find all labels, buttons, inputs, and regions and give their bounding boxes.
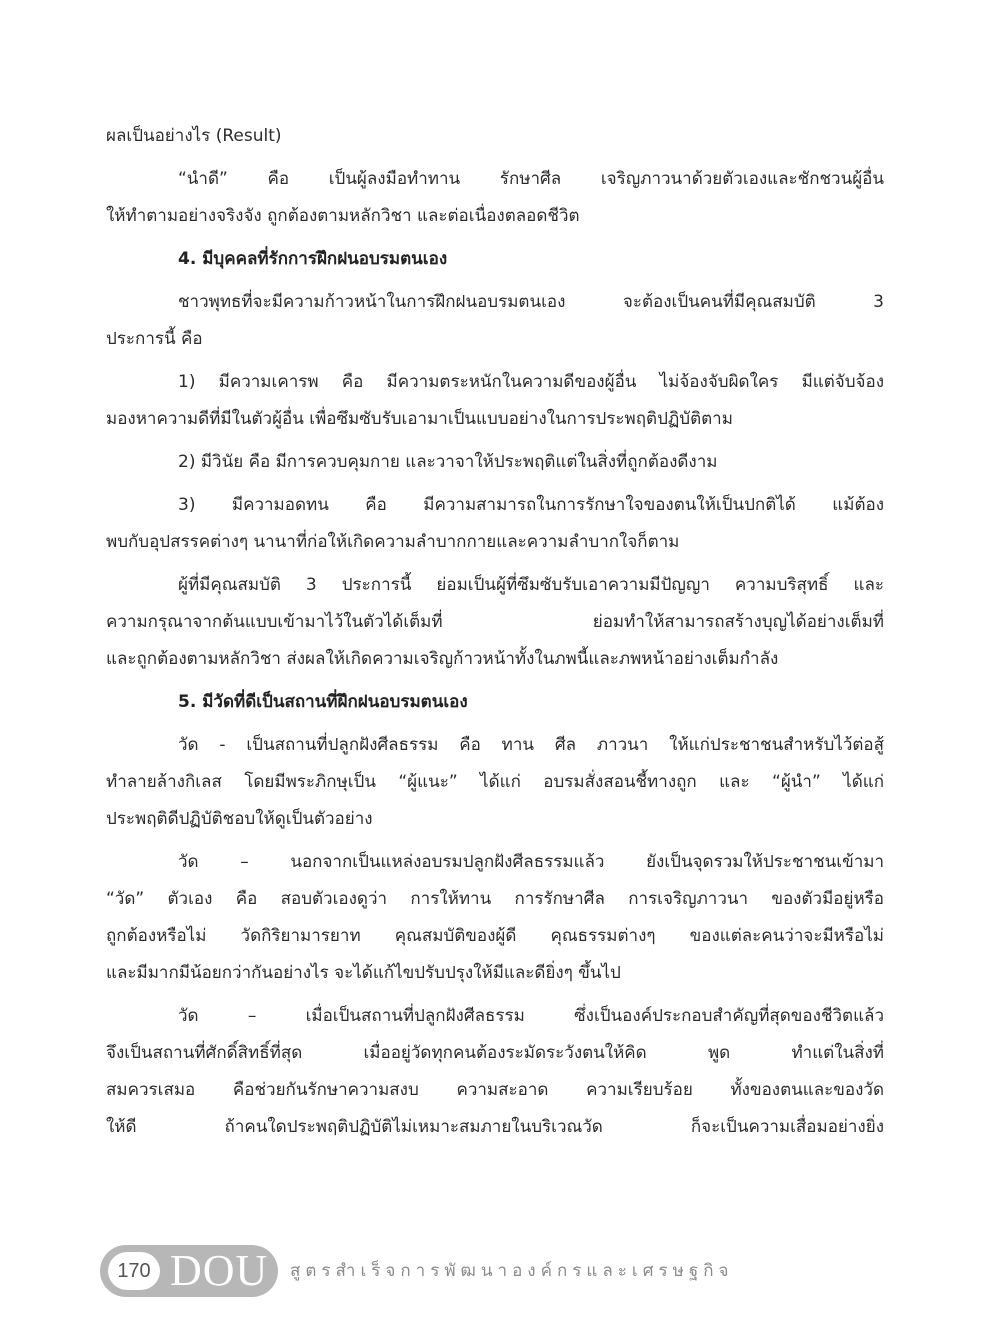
paragraph-result bbox=[106, 118, 884, 155]
text-line: “วัด” ตัวเอง คือ สอบตัวเองดูว่า การให้ทาน การรักษาศีล การเจริญภาวนา ของตัวมีอยู่หรือ bbox=[106, 889, 884, 909]
paragraph-qualities-summary bbox=[106, 567, 884, 678]
text-line: วัด – เมื่อเป็นสถานที่ปลูกฝังศีลธรรม ซึ่งเป็นองค์ประกอบสำคัญที่สุดของชีวิตแล้ว bbox=[178, 1006, 884, 1026]
text-line: ให้ดี ถ้าคนใดประพฤติปฏิบัติไม่เหมาะสมภายในบริเวณวัด ก็จะเป็นความเสื่อมอย่างยิ่ง bbox=[106, 1117, 884, 1137]
dou-logo: DOU bbox=[170, 1246, 269, 1295]
text-line: วัด – นอกจากเป็นแหล่งอบรมปลูกฝังศีลธรรมแล้ว ยังเป็นจุดรวมให้ประชาชนเข้ามา bbox=[178, 852, 884, 872]
text-line: ให้ทำตามอย่างจริงจัง ถูกต้องตามหลักวิชา และต่อเนื่องตลอดชีวิต bbox=[106, 206, 580, 226]
text-line: จึงเป็นสถานที่ศักดิ์สิทธิ์ที่สุด เมื่ออยู่วัดทุกคนต้องระมัดระวังตนให้คิด พูด ทำแต่ในสิ่งที่ bbox=[106, 1043, 884, 1063]
text-line: 1) มีความเคารพ คือ มีความตระหนักในความดีของผู้อื่น ไม่จ้องจับผิดใคร มีแต่จับจ้อง bbox=[178, 372, 884, 392]
paragraph-temple-2 bbox=[106, 844, 884, 992]
text-line: ประพฤติดีปฏิบัติชอบให้ดูเป็นตัวอย่าง bbox=[106, 809, 373, 829]
text-line: ความกรุณาจากต้นแบบเข้ามาไว้ในตัวได้เต็มที่ ย่อมทำให้สามารถสร้างบุญได้อย่างเต็มที่ bbox=[106, 612, 884, 632]
section-heading-4: 4. มีบุคคลที่รักการฝึกฝนอบรมตนเอง bbox=[178, 249, 448, 269]
paragraph-temple-3 bbox=[106, 998, 884, 1146]
page-body bbox=[106, 118, 884, 1152]
text-line: สมควรเสมอ คือช่วยกันรักษาความสงบ ความสะอาด ความเรียบร้อย ทั้งของตนและของวัด bbox=[106, 1080, 884, 1100]
paragraph-quality-2 bbox=[106, 444, 884, 481]
text-line: 3) มีความอดทน คือ มีความสามารถในการรักษาใจของตนให้เป็นปกติได้ แม้ต้อง bbox=[178, 495, 884, 515]
text-line: ผลเป็นอย่างไร (Result) bbox=[106, 126, 282, 146]
text-line: ประการนี้ คือ bbox=[106, 329, 203, 349]
text-line: 2) มีวินัย คือ มีการควบคุมกาย และวาจาให้ประพฤติแต่ในสิ่งที่ถูกต้องดีงาม bbox=[178, 452, 718, 472]
footer-badge bbox=[100, 1245, 278, 1297]
text-line: ถูกต้องหรือไม่ วัดกิริยามารยาท คุณสมบัติของผู้ดี คุณธรรมต่างๆ ของแต่ละคนว่าจะมีหรือไม่ bbox=[106, 926, 884, 946]
paragraph-quality-3 bbox=[106, 487, 884, 561]
book-title: สูตรสำเร็จการพัฒนาองค์กรและเศรษฐกิจ bbox=[290, 1261, 734, 1281]
page-footer bbox=[100, 1245, 900, 1297]
text-line: มองหาความดีที่มีในตัวผู้อื่น เพื่อซึมซับรับเอามาเป็นแบบอย่างในการประพฤติปฏิบัติตาม bbox=[106, 409, 733, 429]
paragraph-quality-1 bbox=[106, 364, 884, 438]
text-line: และมีมากมีน้อยกว่ากันอย่างไร จะได้แก้ไขปรับปรุงให้มีและดียิ่งๆ ขึ้นไป bbox=[106, 963, 621, 983]
text-line: ทำลายล้างกิเลส โดยมีพระภิกษุเป็น “ผู้แนะ” ได้แก่ อบรมสั่งสอนชี้ทางถูก และ “ผู้นำ” ได้แก่ bbox=[106, 772, 884, 792]
section-heading-5: 5. มีวัดที่ดีเป็นสถานที่ฝึกฝนอบรมตนเอง bbox=[178, 692, 468, 712]
paragraph-qualities-intro bbox=[106, 284, 884, 358]
text-line: และถูกต้องตามหลักวิชา ส่งผลให้เกิดความเจริญก้าวหน้าทั้งในภพนี้และภพหน้าอย่างเต็มกำลัง bbox=[106, 649, 779, 669]
text-line: ผู้ที่มีคุณสมบัติ 3 ประการนี้ ย่อมเป็นผู้ที่ซึมซับรับเอาความมีปัญญา ความบริสุทธิ์ และ bbox=[178, 575, 884, 595]
text-line: พบกับอุปสรรคต่างๆ นานาที่ก่อให้เกิดความลำบากกายและความลำบากใจก็ตาม bbox=[106, 532, 680, 552]
page-number: 170 bbox=[108, 1252, 160, 1290]
text-line: ชาวพุทธที่จะมีความก้าวหน้าในการฝึกฝนอบรมตนเอง จะต้องเป็นคนที่มีคุณสมบัติ 3 bbox=[178, 292, 884, 312]
text-line: “นำดี” คือ เป็นผู้ลงมือทำทาน รักษาศีล เจริญภาวนาด้วยตัวเองและชักชวนผู้อื่น bbox=[178, 169, 884, 189]
paragraph-namdee bbox=[106, 161, 884, 235]
text-line: วัด - เป็นสถานที่ปลูกฝังศีลธรรม คือ ทาน ศีล ภาวนา ให้แก่ประชาชนสำหรับไว้ต่อสู้ bbox=[178, 735, 884, 755]
paragraph-temple-1 bbox=[106, 727, 884, 838]
